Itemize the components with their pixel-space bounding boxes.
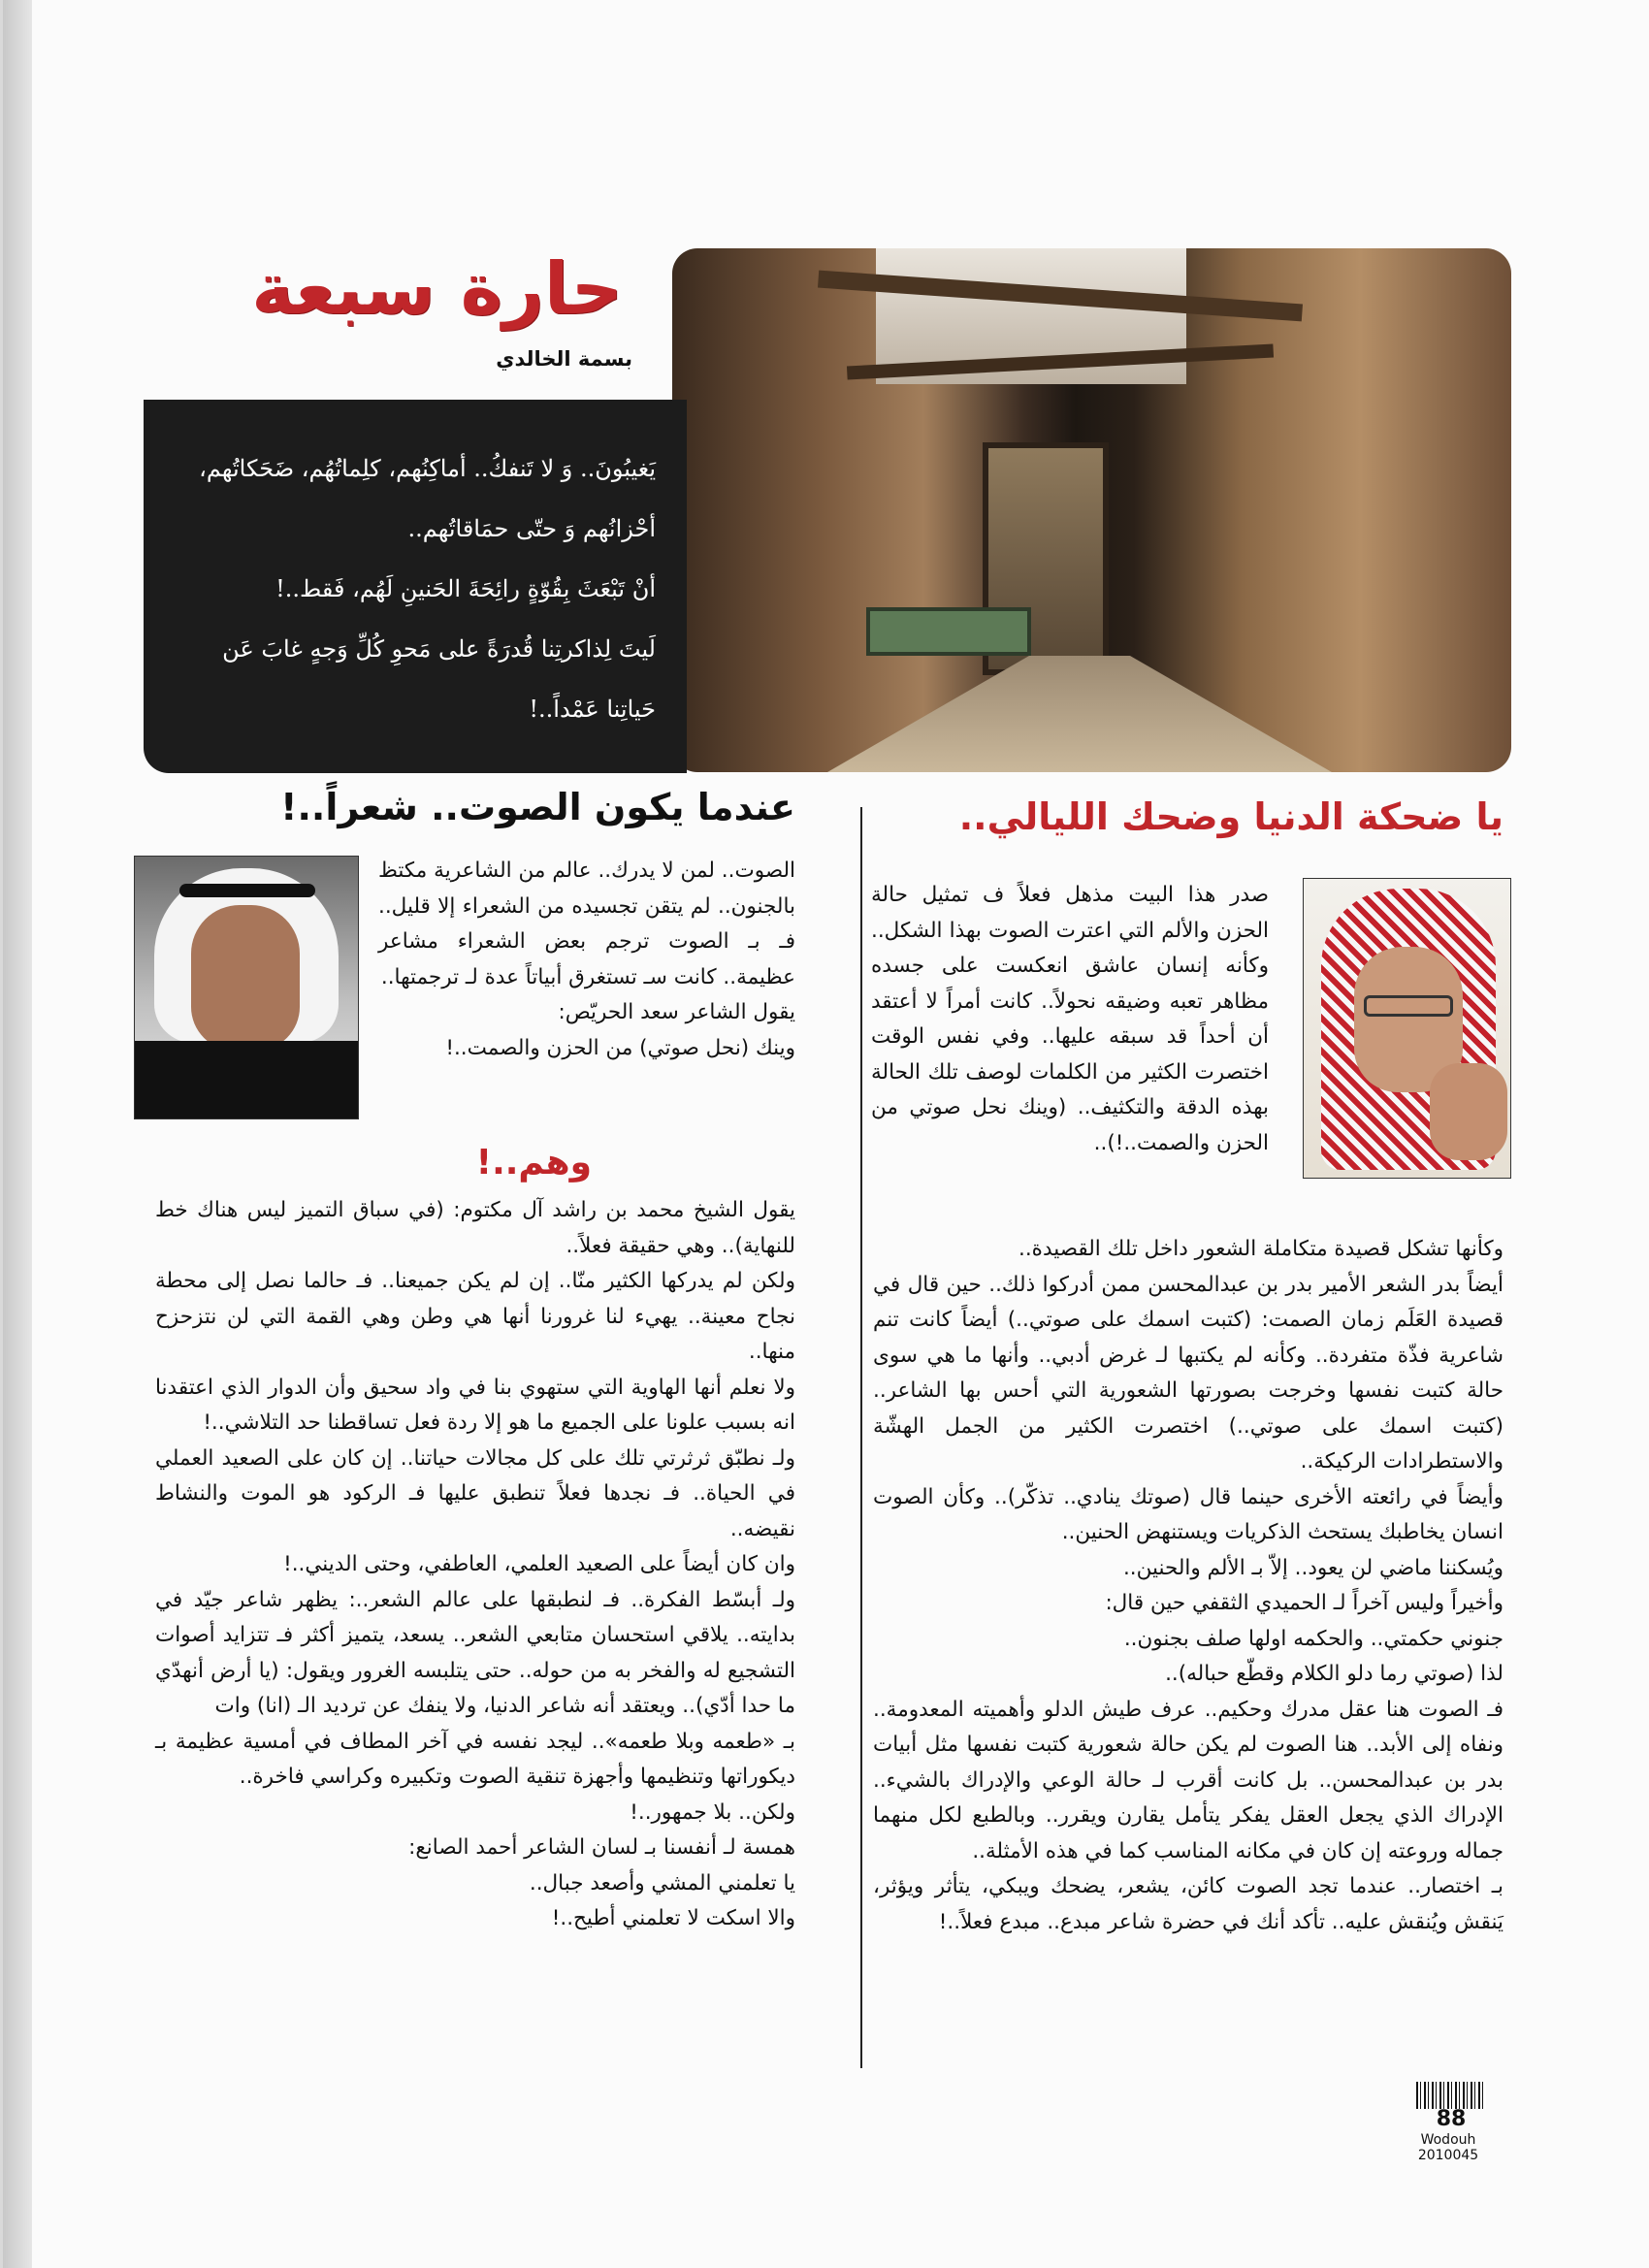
barcode-icon <box>1416 2082 1486 2109</box>
column-divider <box>860 807 862 2068</box>
paragraph: جنوني حكمتي.. والحكمه اولها صلف بجنون.. <box>1123 1626 1504 1651</box>
right-column-heading: يا ضحكة الدنيا وضحك الليالي.. <box>958 795 1504 838</box>
paragraph: وكأنها تشكل قصيدة متكاملة الشعور داخل تلك القصيدة.. <box>1018 1237 1504 1261</box>
poem-line: أحْزانُهم وَ حتّى حمَاقاتُهم.. <box>407 515 656 542</box>
paragraph: بـ «طعمه وبلا طعمه».. ليجد نفسه في آخر المطاف في أمسية عظيمة بـ ديكوراتها وتنظيمها وأجهزة تنقية الصوت وتكبيره وكراسي فاخرة.. <box>155 1729 795 1789</box>
alley-floor <box>827 656 1332 772</box>
glasses <box>1364 995 1453 1017</box>
dark-clothing <box>135 1041 359 1119</box>
paragraph: وأيضاً في رائعته الأخرى حينما قال (صوتك ينادي.. تذكّر).. وكأن الصوت انسان يخاطبك يستحث الذكريات ويستنهض الحنين.. <box>873 1484 1504 1544</box>
left-column-intro <box>378 854 795 1066</box>
paragraph: أيضاً بدر الشعر الأمير بدر بن عبدالمحسن ممن أدركوا ذلك.. حين قال في قصيدة العَلَم زمان الصمت: (كتبت اسمك على صوتي..) أيضاً كانت تنم شاعرية فذّة متفردة.. وكأنه لم يكتبها لـ غرض أدبي.. وأنها ما هي سوى حالة كتبت نفسها وخرجت بصورتها الشعورية التي أحس بها الشاعر.. (كتبت اسمك على صوتي..) اختصرت الكثير من الجمل الهشّة والاستطرادات الركيكة.. <box>873 1272 1504 1474</box>
paragraph: وأخيراً وليس آخراً لـ الحميدي الثقفي حين قال: <box>1105 1591 1504 1615</box>
paragraph: يقول الشاعر سعد الحريّص: <box>558 1000 795 1024</box>
paragraph: بـ اختصار.. عندما تجد الصوت كائن، يشعر، يضحك ويبكي، يتأثر ويؤثر، يَنقش ويُنقش عليه.. تأكد أنك في حضرة شاعر مبدع.. مبدع فعلاً..! <box>873 1874 1504 1934</box>
portrait-badr-photo <box>1303 878 1511 1179</box>
left-column-heading: عندما يكون الصوت.. شعراً..! <box>280 786 795 828</box>
alley-cart <box>866 607 1031 656</box>
poem-line: لَيتَ لِذاكرتِنا قُدرَةً على مَحوِ كُلِّ وَجهٍ غابَ عَن <box>222 635 656 663</box>
paragraph: يا تعلمني المشي وأصعد جبال.. <box>529 1870 795 1895</box>
face <box>191 905 300 1051</box>
portrait-saad-photo <box>134 856 359 1119</box>
paragraph: والا اسكت لا تعلمني أطيح..! <box>551 1906 795 1930</box>
paragraph: يقول الشيخ محمد بن راشد آل مكتوم: (في سباق التميز ليس هناك خط للنهاية).. وهي حقيقة فعلاً.. <box>155 1198 795 1258</box>
paragraph: همسة لـ أنفسنا بـ لسان الشاعر أحمد الصانع: <box>408 1835 795 1860</box>
paragraph: ويُسكننا ماضي لن يعود.. إلاّ بـ الألم والحنين.. <box>1122 1555 1504 1580</box>
paragraph: ولكن.. بلا جمهور..! <box>630 1799 795 1825</box>
agal <box>179 884 315 897</box>
left-column-body <box>155 1193 795 1937</box>
article-author: بسمة الخالدي <box>496 347 632 371</box>
paragraph: وان كان أيضاً على الصعيد العلمي، العاطفي، وحتى الديني..! <box>283 1552 795 1576</box>
paragraph: وينك (نحل صوتي) من الحزن والصمت..! <box>445 1035 795 1060</box>
issue-code: Wodouh 2010045 <box>1417 2132 1479 2163</box>
right-column-body <box>873 1232 1504 1940</box>
paragraph: فـ الصوت هنا عقل مدرك وحكيم.. عرف طيش الدلو وأهميته المعدومة.. ونفاه إلى الأبد.. هنا الصوت لم يكن حالة شعورية كتبت نفسها مثل أبيات بدر بن عبدالمحسن.. بل كانت أقرب لـ حالة الوعي والإدراك بالشيء.. الإدراك الذي يجعل العقل يفكر يتأمل يقارن ويقرر.. وبالطبع لكل منهما جماله وروعته إن كان في مكانه المناسب كما في هذه الأمثلة.. <box>873 1697 1504 1863</box>
poem-line: يَغيبُونَ.. وَ لا تَنفكُ.. أماكِنُهم، كلِماتُهُم، ضَحَكاتُهم، <box>199 455 656 482</box>
paragraph: لذا (صوتي رما دلو الكلام وقطّع حباله).. <box>1165 1662 1504 1686</box>
poem-line: حَياتِنا عَمْداً..! <box>529 696 656 723</box>
magazine-page <box>29 0 1649 2268</box>
hand <box>1430 1063 1507 1160</box>
paragraph: ولا نعلم أنها الهاوية التي ستهوي بنا في واد سحيق وأن الدوار الذي اعتقدنا انه بسبب علونا على الجميع ما هو إلا ردة فعل تساقطنا حد التلاشي..! <box>155 1375 795 1435</box>
alley-photo <box>672 248 1511 772</box>
paragraph: ولـ أبسّط الفكرة.. فـ لنطبقها على عالم الشعر..: يظهر شاعر جيّد في بدايته.. يلاقي استحسان متابعي الشعر.. يسعد، يتميز أكثر فـ تتزايد أصوات التشجيع له والفخر به من حوله.. حتى يتلبسه الغرور ويقول: (يا أرض أنهدّي ما حدا أدّي).. ويعتقد أنه شاعر الدنيا، ولا ينفك عن ترديد الـ (انا) وات <box>155 1587 795 1718</box>
right-column-intro <box>871 878 1269 1161</box>
page-number: 88 <box>1436 2107 1467 2131</box>
paragraph: صدر هذا البيت مذهل فعلاً ف تمثيل حالة الحزن والألم التي اعترت الصوت بهذا الشكل.. وكأنه إنسان عاشق انعكست على جسده مظاهر تعبه وضيقه نحولاً.. كانت أمراً لا أعتقد أن أحداً قد سبقه عليها.. وفي نفس الوقت اختصرت الكثير من الكلمات لوصف تلك الحالة بهذه الدقة والتكثيف.. (وينك نحل صوتي من الحزن والصمت..!).. <box>871 883 1269 1155</box>
poem-line: أنْ تَبْعَثَ بِقُوّةٍ رائِحَةَ الحَنينِ لَهُم، فَقط..! <box>275 575 656 602</box>
paragraph: ولـ نطبّق ثرثرتي تلك على كل مجالات حياتنا.. إن كان على الصعيد العملي في الحياة.. فـ نجدها فعلاً تنطبق عليها فـ الركود هو الموت والنشاط نقيضه.. <box>155 1445 795 1541</box>
paragraph: الصوت.. لمن لا يدرك.. عالم من الشاعرية مكتظ بالجنون.. لم يتقن تجسيده من الشعراء إلا قليل.. فـ بـ الصوت ترجم بعض الشعراء مشاعر عظيمة.. كانت سـ تستغرق أبياتاً عدة لـ ترجمتها.. <box>378 859 795 989</box>
article-title: حارة سبعة <box>251 247 623 331</box>
left-column-subheading: وهم..! <box>475 1143 592 1183</box>
paragraph: ولكن لم يدركها الكثير منّا.. إن لم يكن جميعنا.. فـ حالما نصل إلى محطة نجاح معينة.. يهيء لنا غرورنا أنها هي وطن وهي القمة التي لن نتزحزح منها.. <box>155 1269 795 1364</box>
intro-poem <box>144 400 687 773</box>
